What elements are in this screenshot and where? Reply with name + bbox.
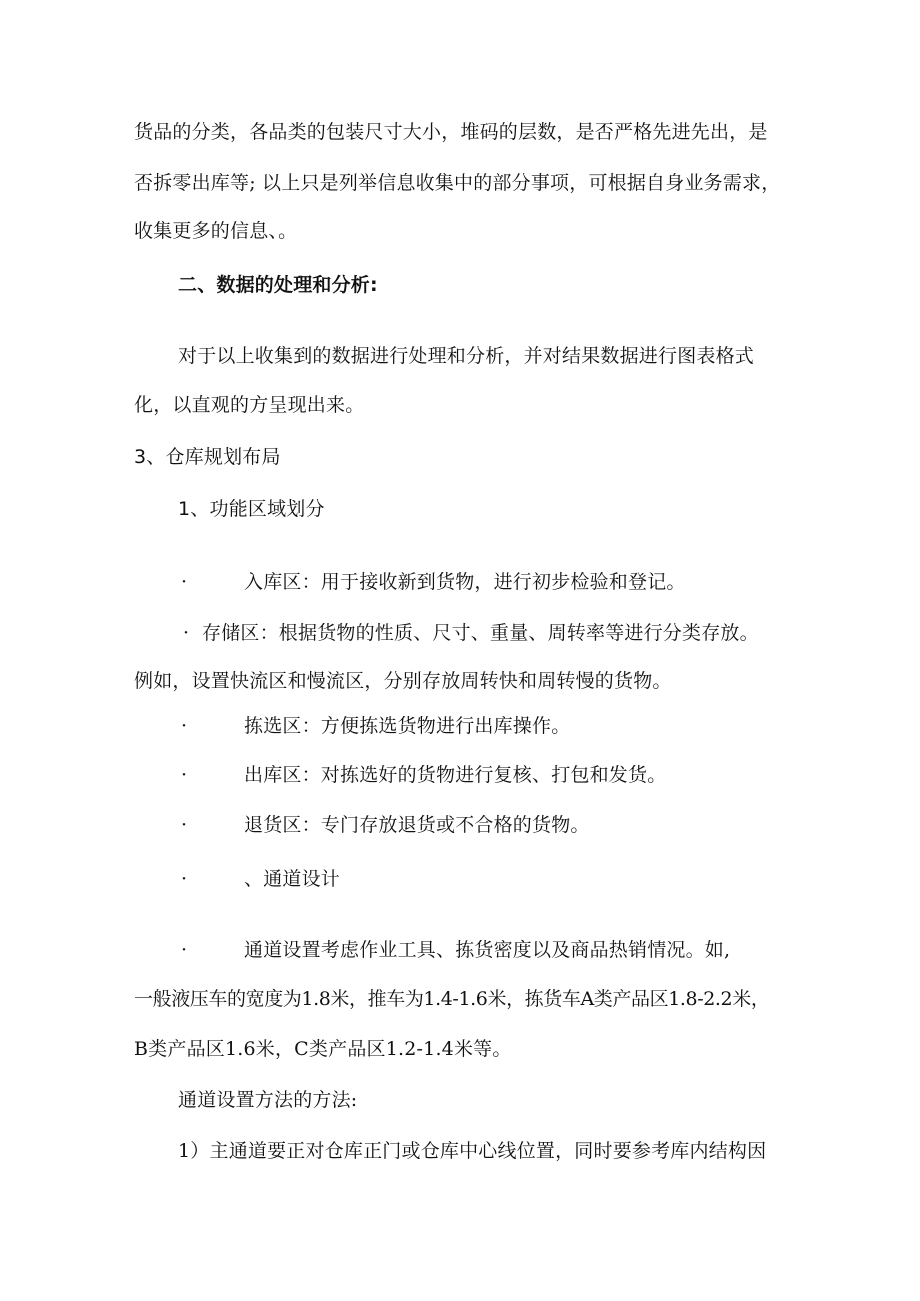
subsection-1-heading: 1、功能区域划分 (178, 498, 325, 520)
bullet-icon: · (181, 939, 188, 961)
item-picking-area: 拣选区：方便拣选货物进行出库操作。 (244, 715, 571, 737)
section-3-heading: 3、仓库规划布局 (134, 446, 281, 468)
channel-method-1: 1）主通道要正对仓库正门或仓库中心线位置，同时要参考库内结构因 (178, 1140, 767, 1162)
item-storage-area-line-1: 存储区：根据货物的性质、尺寸、重量、周转率等进行分类存放。 (202, 622, 759, 644)
bullet-icon: · (181, 814, 188, 836)
heading-data-processing: 二、数据的处理和分析: (178, 274, 378, 296)
channel-paragraph-line-3: B类产品区1.6米，C类产品区1.2-1.4米等。 (134, 1038, 512, 1060)
paragraph-2-line-1: 对于以上收集到的数据进行处理和分析，并对结果数据进行图表格式 (178, 345, 755, 367)
paragraph-2-line-2: 化，以直观的方呈现出来。 (134, 394, 365, 416)
bullet-icon: · (181, 764, 188, 786)
paragraph-1-line-1: 货品的分类，各品类的包装尺寸大小，堆码的层数，是否严格先进先出，是 (134, 121, 768, 143)
bullet-icon: · (181, 571, 188, 593)
channel-methods-heading: 通道设置方法的方法: (178, 1089, 358, 1111)
item-channel-design: 、通道设计 (244, 868, 341, 890)
item-storage-area-line-2: 例如，设置快流区和慢流区，分别存放周转快和周转慢的货物。 (134, 670, 672, 692)
bullet-icon: · (183, 622, 190, 644)
bullet-icon: · (181, 715, 188, 737)
item-returns-area: 退货区：专门存放退货或不合格的货物。 (244, 814, 590, 836)
item-outbound-area: 出库区：对拣选好的货物进行复核、打包和发货。 (244, 764, 667, 786)
paragraph-1-line-2: 否拆零出库等; 以上只是列举信息收集中的部分事项，可根据自身业务需求， (134, 172, 781, 194)
channel-paragraph-line-1: 通道设置考虑作业工具、拣货密度以及商品热销情况。如, (244, 939, 731, 961)
paragraph-1-line-3: 收集更多的信息、。 (134, 220, 298, 242)
channel-paragraph-line-2: 一般液压车的宽度为1.8米，推车为1.4-1.6米，拣货车A类产品区1.8-2.2米， (134, 988, 770, 1010)
bullet-icon: · (181, 868, 188, 890)
item-inbound-area: 入库区：用于接收新到货物，进行初步检验和登记。 (244, 571, 686, 593)
